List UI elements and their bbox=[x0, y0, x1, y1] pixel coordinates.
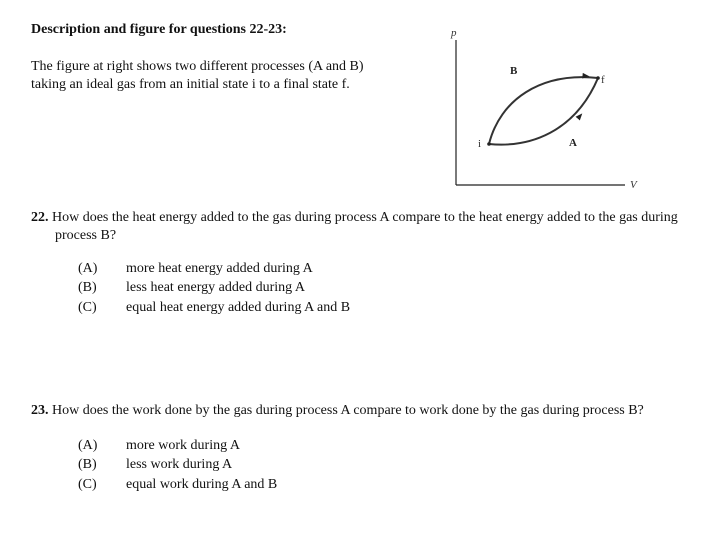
question-22-text-line-1: How does the heat energy added to the gas during process A compare to the heat energy added to the gas during bbox=[52, 210, 678, 225]
point-f bbox=[596, 76, 600, 80]
question-23-text: How does the work done by the gas during process A compare to work done by the gas during process B? bbox=[52, 403, 644, 418]
option-text: equal heat energy added during A and B bbox=[126, 299, 351, 315]
question-23-option-b bbox=[78, 456, 277, 476]
process-a-arrow bbox=[573, 116, 580, 124]
section-heading: Description and figure for questions 22-23: bbox=[31, 22, 287, 37]
question-23-options bbox=[78, 436, 277, 495]
option-letter: (B) bbox=[78, 280, 97, 296]
figure-description bbox=[31, 58, 411, 94]
process-b-curve bbox=[489, 77, 598, 144]
option-text: equal work during A and B bbox=[126, 476, 278, 492]
option-text: less work during A bbox=[126, 457, 233, 473]
option-letter: (C) bbox=[78, 476, 97, 492]
option-letter: (A) bbox=[78, 437, 98, 453]
option-text: more work during A bbox=[126, 437, 240, 453]
v-axis-label: V bbox=[630, 179, 637, 191]
question-22-option-a bbox=[78, 259, 350, 279]
p-axis-label: p bbox=[451, 27, 457, 39]
question-23-option-c bbox=[78, 475, 277, 495]
point-i-label: i bbox=[478, 138, 482, 150]
option-letter: (C) bbox=[78, 299, 97, 315]
pv-diagram-svg bbox=[440, 20, 650, 195]
description-line-2: taking an ideal gas from an initial state i to a final state f. bbox=[31, 77, 350, 92]
question-22-number: 22. bbox=[31, 210, 49, 225]
process-b-arrow bbox=[576, 75, 586, 76]
option-text: more heat energy added during A bbox=[126, 260, 313, 276]
option-letter: (A) bbox=[78, 260, 98, 276]
point-f-label: f bbox=[601, 74, 605, 86]
option-text: less heat energy added during A bbox=[126, 280, 305, 296]
question-23 bbox=[31, 402, 721, 420]
process-b-label: B bbox=[510, 65, 518, 77]
process-a-label: A bbox=[569, 137, 577, 149]
pv-diagram bbox=[440, 20, 650, 195]
question-22-text-line-2: process B? bbox=[55, 228, 117, 243]
question-23-option-a bbox=[78, 436, 277, 456]
question-22 bbox=[31, 209, 721, 245]
question-22-option-c bbox=[78, 298, 350, 318]
question-22-options bbox=[78, 259, 350, 318]
point-i bbox=[487, 142, 491, 146]
question-23-number: 23. bbox=[31, 403, 49, 418]
question-22-option-b bbox=[78, 279, 350, 299]
description-line-1: The figure at right shows two different processes (A and B) bbox=[31, 59, 364, 74]
option-letter: (B) bbox=[78, 457, 97, 473]
